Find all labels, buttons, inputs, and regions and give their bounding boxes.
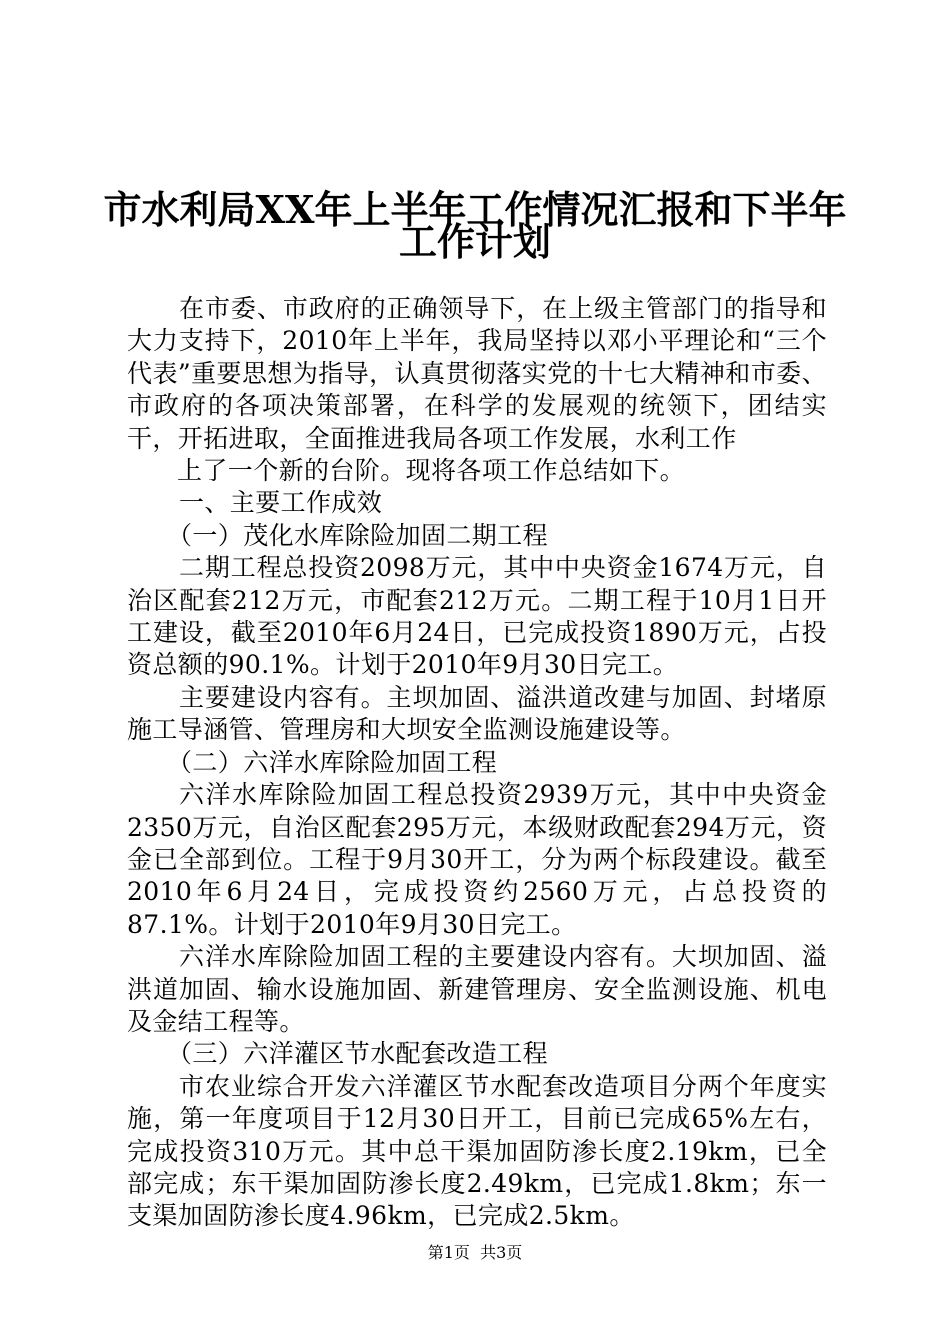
paragraph-intro-continued: 上了一个新的台阶。现将各项工作总结如下。: [177, 456, 686, 486]
subsection-heading: （二）六洋水库除险加固工程: [167, 747, 498, 777]
section-heading: 一、主要工作成效: [179, 488, 383, 518]
document-body: [127, 293, 827, 1233]
paragraph: 市农业综合开发六洋灌区节水配套改造项目分两个年度实施，第一年度项目于12月30日开工，目前已完成65%左右，完成投资310万元。其中总干渠加固防渗长度2.19km，已全部完成；东干渠加固防渗长度2.49km，已完成1.8km；东一支渠加固防渗长度4.96km，已完成2.5km。: [127, 1071, 827, 1231]
subsection-heading: （一）茂化水库除险加固二期工程: [167, 520, 549, 550]
paragraph: 主要建设内容有。主坝加固、溢洪道改建与加固、封堵原施工导涵管、管理房和大坝安全监测设施建设等。: [127, 682, 827, 745]
title-line-2: 工作计划: [398, 219, 551, 264]
page-footer: 第1页 共3页: [427, 1243, 523, 1262]
paragraph: 六洋水库除险加固工程的主要建设内容有。大坝加固、溢洪道加固、输水设施加固、新建管理房、安全监测设施、机电及金结工程等。: [127, 942, 827, 1036]
paragraph: 六洋水库除险加固工程总投资2939万元，其中中央资金2350万元，自治区配套295万元，本级财政配套294万元，资金已全部到位。工程于9月30开工，分为两个标段建设。截至2010年6月24日，完成投资约2560万元，占总投资的87.1%。计划于2010年9月30日完工。: [127, 780, 827, 939]
paragraph-intro: 在市委、市政府的正确领导下，在上级主管部门的指导和大力支持下，2010年上半年，我局坚持以邓小平理论和“三个代表”重要思想为指导，认真贯彻落实党的十七大精神和市委、市政府的各项决策部署，在科学的发展观的统领下，团结实干，开拓进取，全面推进我局各项工作发展，水利工作: [127, 294, 827, 453]
subsection-heading: （三）六洋灌区节水配套改造工程: [167, 1039, 549, 1069]
paragraph: 二期工程总投资2098万元，其中中央资金1674万元，自治区配套212万元，市配套212万元。二期工程于10月1日开工建设，截至2010年6月24日，已完成投资1890万元，占投资总额的90.1%。计划于2010年9月30日完工。: [127, 553, 827, 680]
title-line-1: 市水利局XX年上半年工作情况汇报和下半年: [103, 187, 847, 232]
